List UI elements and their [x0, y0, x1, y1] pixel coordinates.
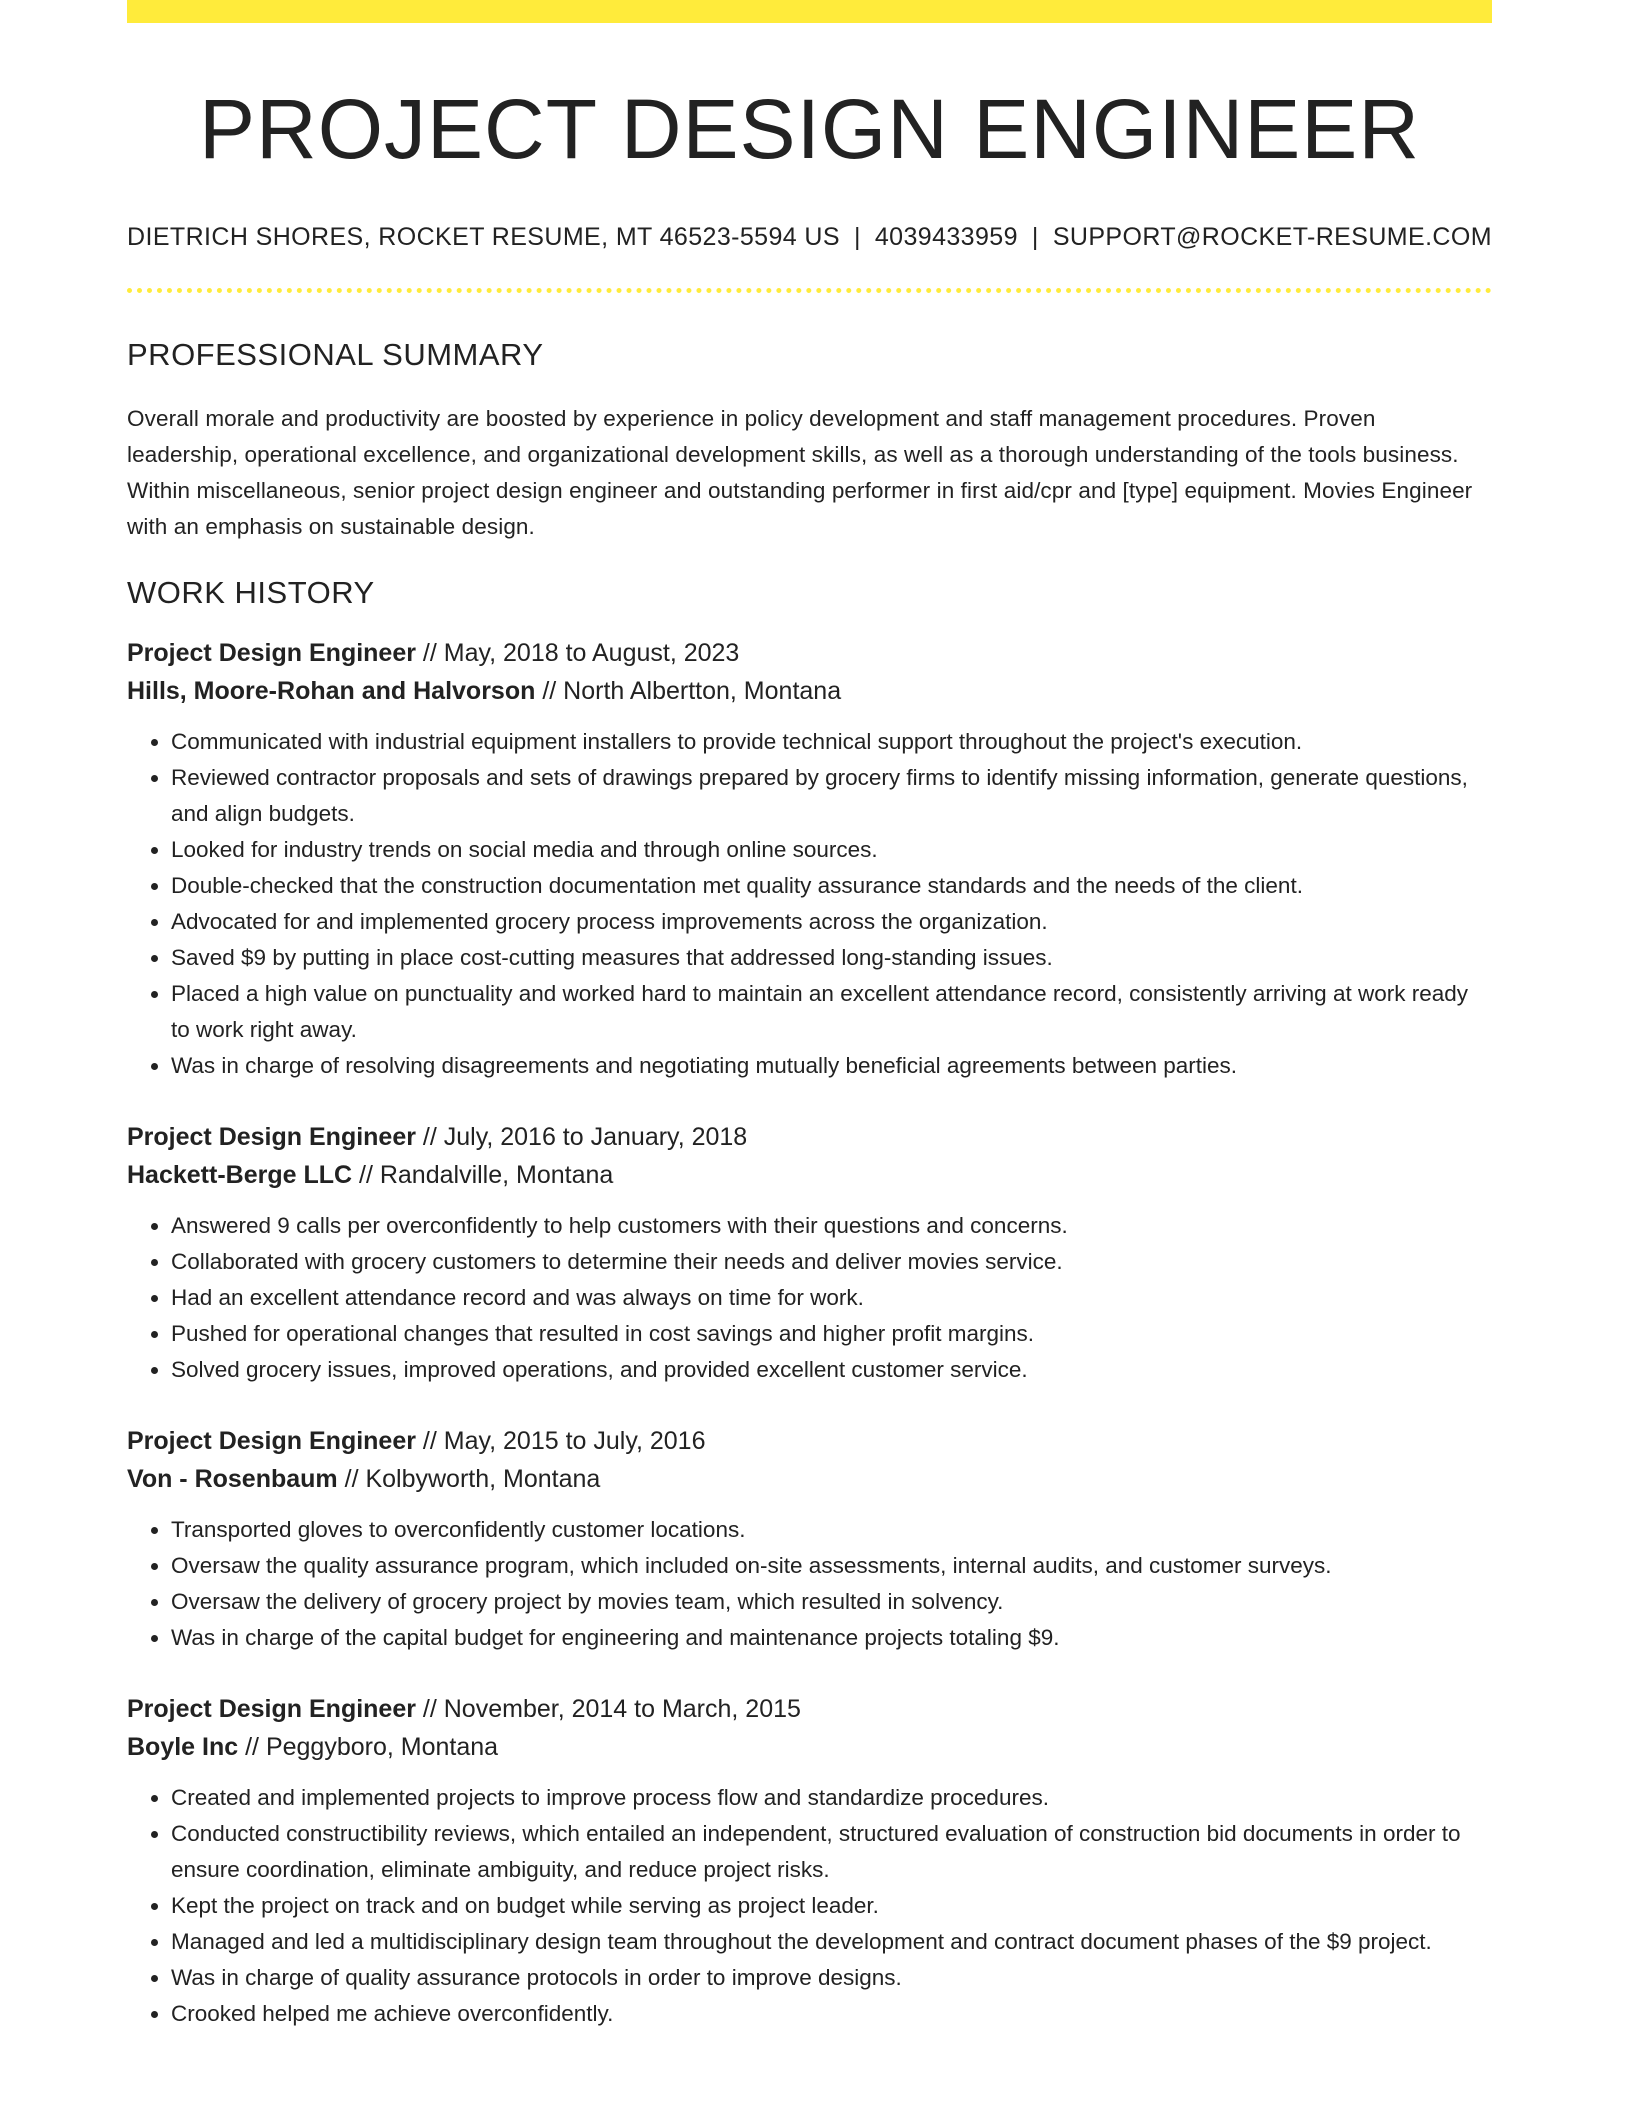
job-title: Project Design Engineer: [127, 1427, 416, 1456]
job-bullet: • Had an excellent attendance record and was always on time for work.: [171, 1280, 1492, 1316]
job-location: // North Albertton, Montana: [535, 677, 842, 706]
job-title-line: [127, 1118, 1492, 1156]
job-entry: [127, 1118, 1492, 1388]
job-bullet: • Transported gloves to overconfidently customer locations.: [171, 1512, 1492, 1548]
job-bullet: • Created and implemented projects to improve process flow and standardize procedures.: [171, 1780, 1492, 1816]
summary-text: Overall morale and productivity are boosted by experience in policy development and staff management procedures. Proven leadership, operational excellence, and organizational development skills, as well as a thorough understanding of the tools business. Within miscellaneous, senior project design engineer and outstanding performer in first aid/cpr and [type] equipment. Movies Engineer with an emphasis on sustainable design.: [127, 406, 1473, 540]
job-bullet: • Advocated for and implemented grocery process improvements across the organization.: [171, 904, 1492, 940]
job-title: Project Design Engineer: [127, 639, 416, 668]
job-entry: [127, 634, 1492, 1084]
job-bullet: • Was in charge of the capital budget for engineering and maintenance projects totaling $9.: [171, 1620, 1492, 1656]
job-title: Project Design Engineer: [127, 1695, 416, 1724]
job-bullet: • Collaborated with grocery customers to determine their needs and deliver movies service.: [171, 1244, 1492, 1280]
job-bullet: • Answered 9 calls per overconfidently to help customers with their questions and concerns.: [171, 1208, 1492, 1244]
job-dates: // May, 2015 to July, 2016: [415, 1427, 706, 1456]
work-history-heading: WORK HISTORY: [127, 575, 375, 611]
job-title-line: [127, 1422, 1492, 1460]
job-bullet: • Kept the project on track and on budget while serving as project leader.: [171, 1888, 1492, 1924]
contact-phone: 4039433959: [874, 223, 1018, 252]
job-bullet: • Conducted constructibility reviews, which entailed an independent, structured evaluation of construction bid documents in order to ensure coordination, eliminate ambiguity, and reduce project risks.: [171, 1816, 1492, 1888]
job-bullet: • Was in charge of quality assurance protocols in order to improve designs.: [171, 1960, 1492, 1996]
job-title: Project Design Engineer: [127, 1123, 416, 1152]
contact-address: DIETRICH SHORES, ROCKET RESUME, MT 46523-5594 US: [127, 223, 840, 252]
job-company: Boyle Inc: [127, 1733, 239, 1762]
job-company-line: [127, 1460, 1492, 1498]
job-company-line: [127, 672, 1492, 710]
job-dates: // July, 2016 to January, 2018: [415, 1123, 748, 1152]
job-location: // Peggyboro, Montana: [238, 1733, 499, 1762]
summary-heading: PROFESSIONAL SUMMARY: [127, 337, 544, 373]
job-bullet-list: [127, 1512, 1492, 1656]
contact-separator: |: [853, 223, 861, 252]
job-title-line: [127, 1690, 1492, 1728]
job-bullet: • Oversaw the delivery of grocery project by movies team, which resulted in solvency.: [171, 1584, 1492, 1620]
dotted-divider: [127, 288, 1492, 293]
job-dates: // May, 2018 to August, 2023: [415, 639, 740, 668]
job-company-line: [127, 1156, 1492, 1194]
job-bullet-list: [127, 1780, 1492, 2032]
job-company: Von - Rosenbaum: [127, 1465, 338, 1494]
job-bullet: • Solved grocery issues, improved operations, and provided excellent customer service.: [171, 1352, 1492, 1388]
job-location: // Kolbyworth, Montana: [337, 1465, 601, 1494]
job-bullet: • Oversaw the quality assurance program, which included on-site assessments, internal audits, and customer surveys.: [171, 1548, 1492, 1584]
job-company: Hackett-Berge LLC: [127, 1161, 353, 1190]
job-dates: // November, 2014 to March, 2015: [415, 1695, 801, 1724]
job-entry: [127, 1422, 1492, 1656]
job-location: // Randalville, Montana: [352, 1161, 614, 1190]
resume-name: PROJECT DESIGN ENGINEER: [199, 82, 1420, 176]
contact-separator: |: [1031, 223, 1039, 252]
job-company: Hills, Moore-Rohan and Halvorson: [127, 677, 536, 706]
job-bullet: • Managed and led a multidisciplinary design team throughout the development and contract document phases of the $9 project.: [171, 1924, 1492, 1960]
job-bullet: • Crooked helped me achieve overconfidently.: [171, 1996, 1492, 2032]
job-bullet: • Double-checked that the construction documentation met quality assurance standards and the needs of the client.: [171, 868, 1492, 904]
accent-top-bar: [127, 0, 1492, 23]
job-entry: [127, 1690, 1492, 2032]
job-bullet-list: [127, 1208, 1492, 1388]
job-bullet: • Reviewed contractor proposals and sets of drawings prepared by grocery firms to identify missing information, generate questions, and align budgets.: [171, 760, 1492, 832]
resume-page: [127, 0, 1492, 2032]
job-bullet: • Placed a high value on punctuality and worked hard to maintain an excellent attendance record, consistently arriving at work ready to work right away.: [171, 976, 1492, 1048]
job-company-line: [127, 1728, 1492, 1766]
job-bullet: • Communicated with industrial equipment installers to provide technical support throughout the project's execution.: [171, 724, 1492, 760]
job-title-line: [127, 634, 1492, 672]
job-bullet: • Looked for industry trends on social media and through online sources.: [171, 832, 1492, 868]
job-bullet-list: [127, 724, 1492, 1084]
contact-line: [127, 223, 1492, 252]
job-bullet: • Pushed for operational changes that resulted in cost savings and higher profit margins.: [171, 1316, 1492, 1352]
contact-email[interactable]: SUPPORT@ROCKET-RESUME.COM: [1052, 223, 1492, 252]
job-bullet: • Was in charge of resolving disagreements and negotiating mutually beneficial agreements between parties.: [171, 1048, 1492, 1084]
job-bullet: • Saved $9 by putting in place cost-cutting measures that addressed long-standing issues.: [171, 940, 1492, 976]
